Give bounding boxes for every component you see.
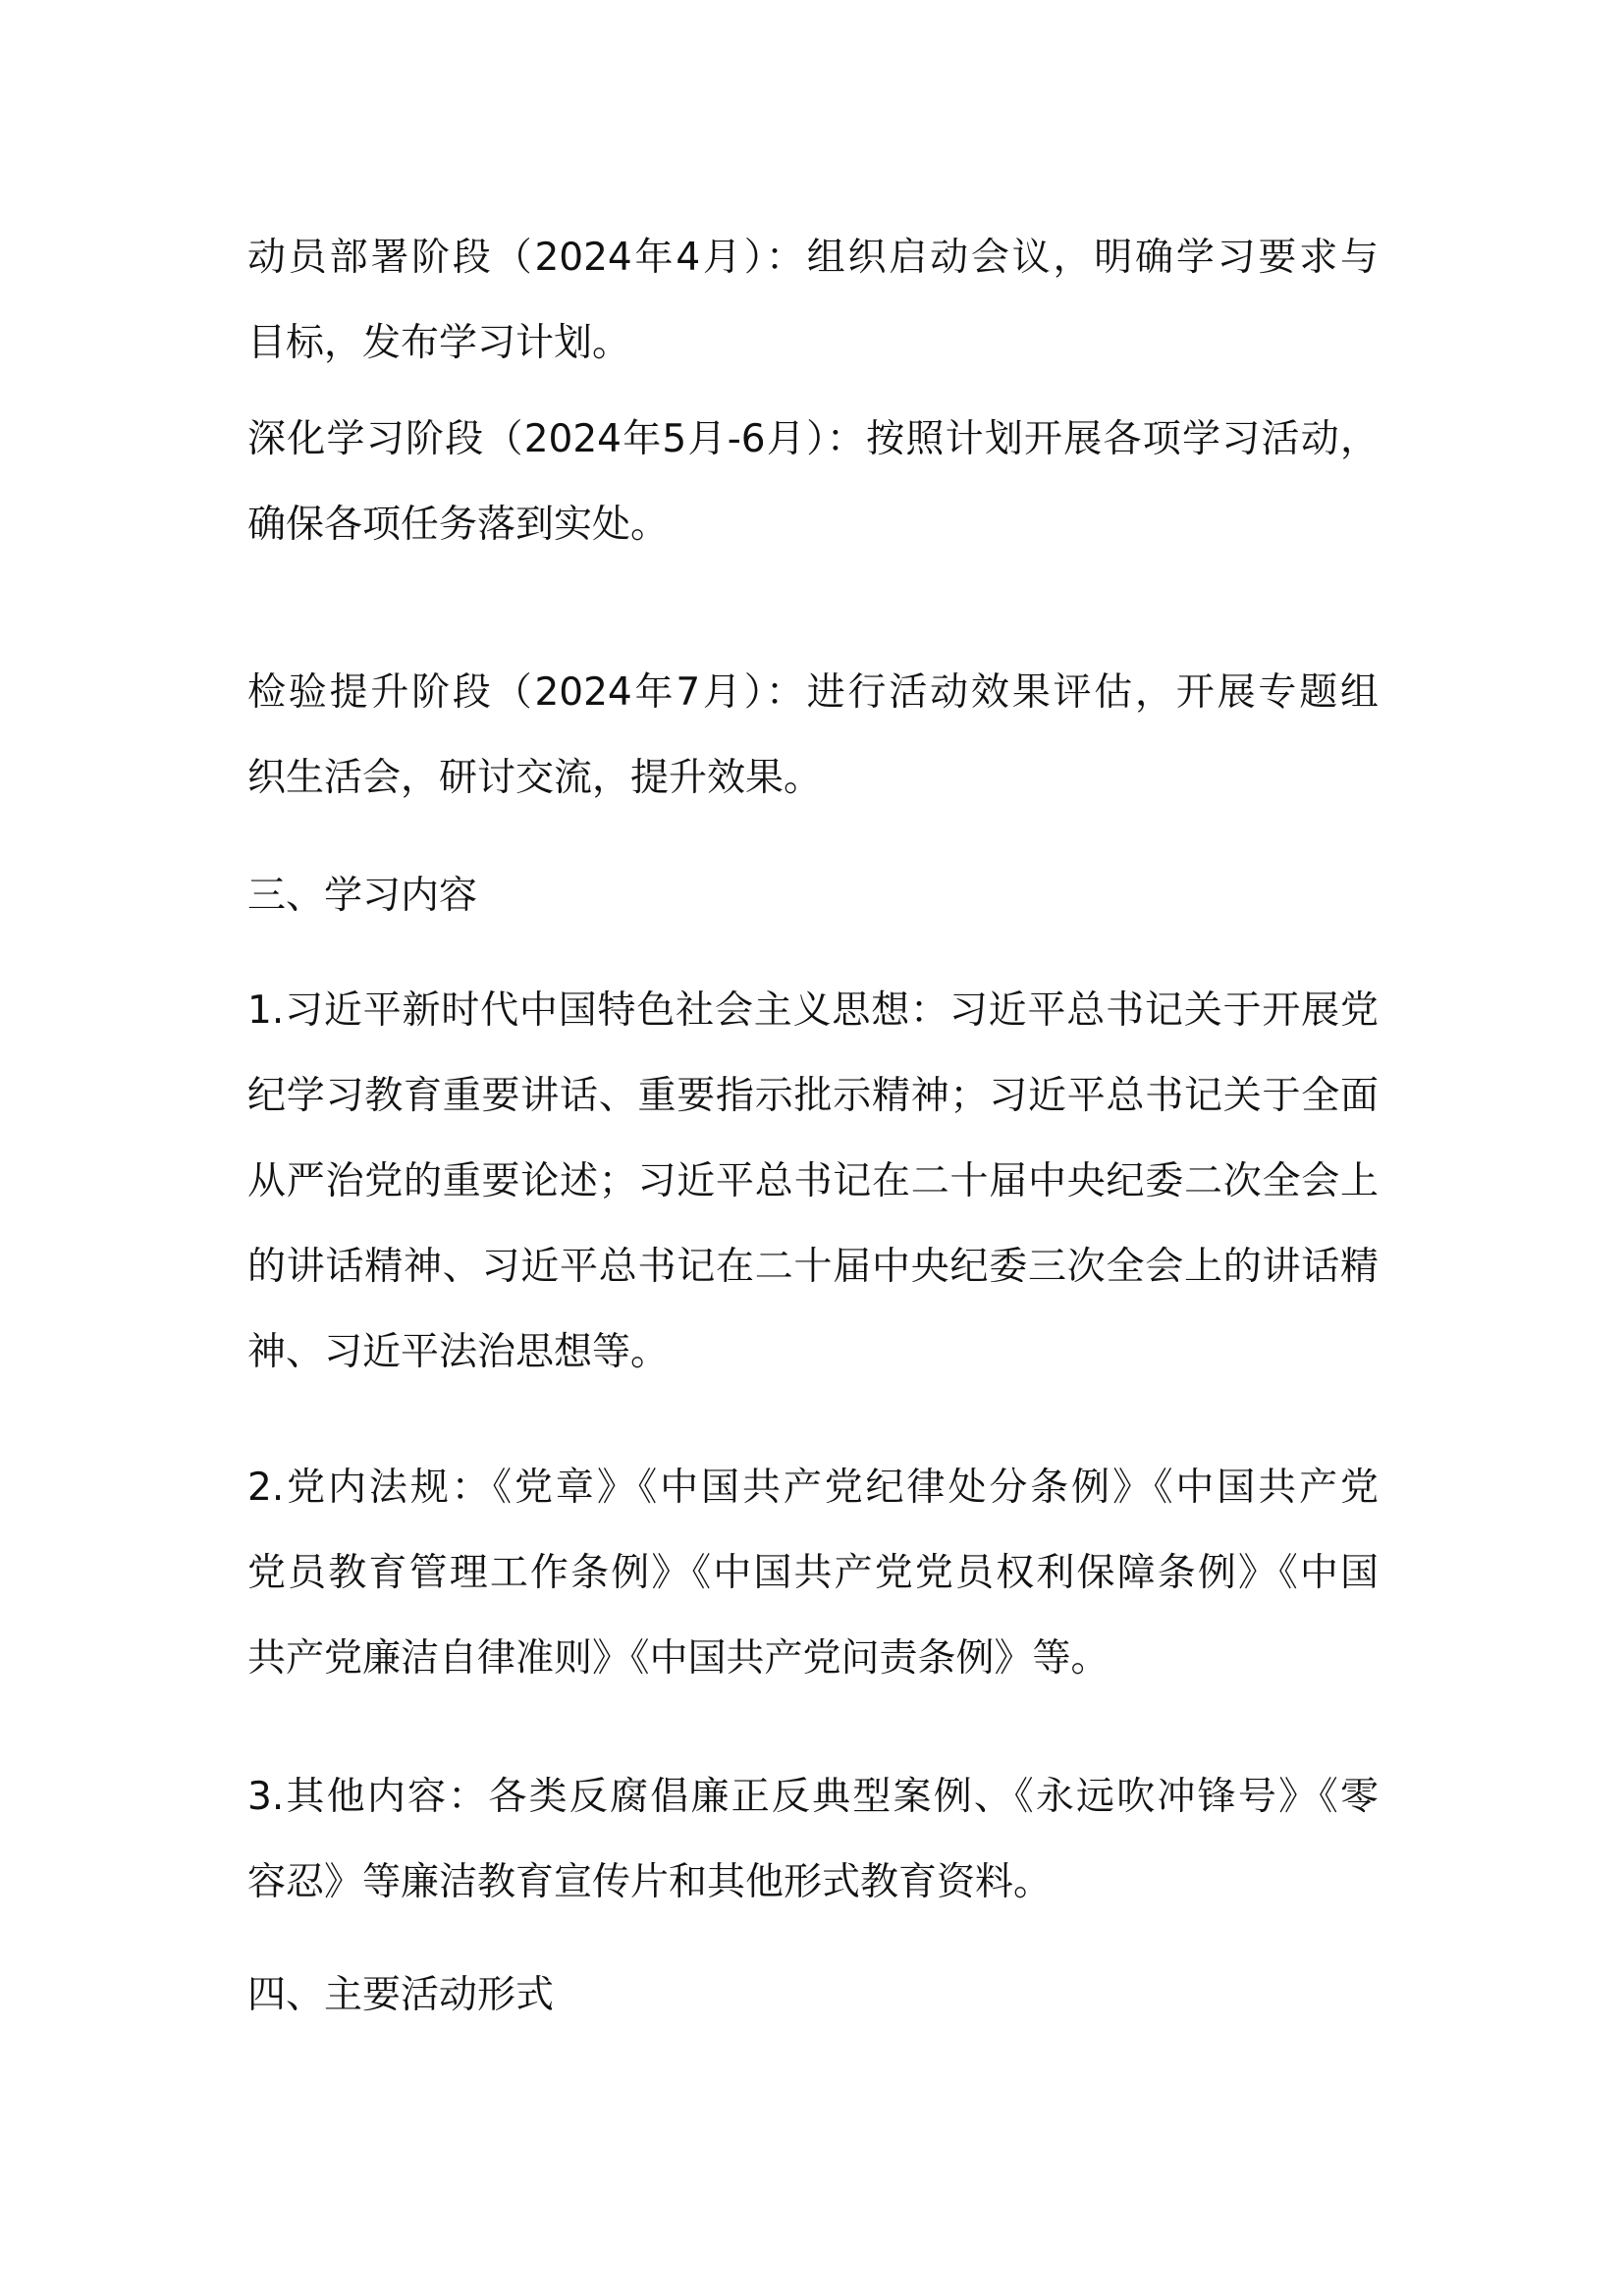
text-line: 神、习近平法治思想等。 [247,1330,670,1374]
paragraph-item-2 [247,1445,1379,1701]
text-line: 共产党廉洁自律准则》《中国共产党问责条例》等。 [247,1636,1110,1681]
paragraph-mobilization-stage [247,215,1379,386]
text-line: 从严治党的重要论述；习近平总书记在二十届中央纪委二次全会上 [247,1159,1379,1203]
text-line: 纪学习教育重要讲话、重要指示批示精神；习近平总书记关于全面 [247,1074,1379,1118]
heading-text: 四、主要活动形式 [247,1973,555,2017]
text-line: 确保各项任务落到实处。 [247,503,670,547]
paragraph-deepening-stage [247,397,1379,567]
text-line: 动员部署阶段（2024年4月）：组织启动会议，明确学习要求与 [247,236,1379,280]
paragraph-item-3 [247,1754,1379,1925]
paragraph-item-1 [247,968,1379,1395]
text-line: 容忍》等廉洁教育宣传片和其他形式教育资料。 [247,1860,1053,1904]
text-line: 织生活会，研讨交流，提升效果。 [247,756,823,800]
text-line: 深化学习阶段（2024年5月-6月）：按照计划开展各项学习活动， [247,417,1379,461]
text-line: 党员教育管理工作条例》《中国共产党党员权利保障条例》《中国 [247,1551,1379,1595]
text-line: 2.党内法规：《党章》《中国共产党纪律处分条例》《中国共产党 [247,1466,1379,1510]
text-line: 目标，发布学习计划。 [247,321,631,365]
paragraph-evaluation-stage [247,650,1379,821]
text-line: 3.其他内容：各类反腐倡廉正反典型案例、《永远吹冲锋号》《零 [247,1775,1379,1819]
text-line: 1.习近平新时代中国特色社会主义思想：习近平总书记关于开展党 [247,988,1379,1033]
section-heading-study-content [247,853,1379,938]
text-line: 的讲话精神、习近平总书记在二十届中央纪委三次全会上的讲话精 [247,1245,1379,1289]
text-line: 检验提升阶段（2024年7月）：进行活动效果评估，开展专题组 [247,670,1379,715]
section-heading-activity-forms [247,1952,1379,2038]
heading-text: 三、学习内容 [247,874,478,918]
